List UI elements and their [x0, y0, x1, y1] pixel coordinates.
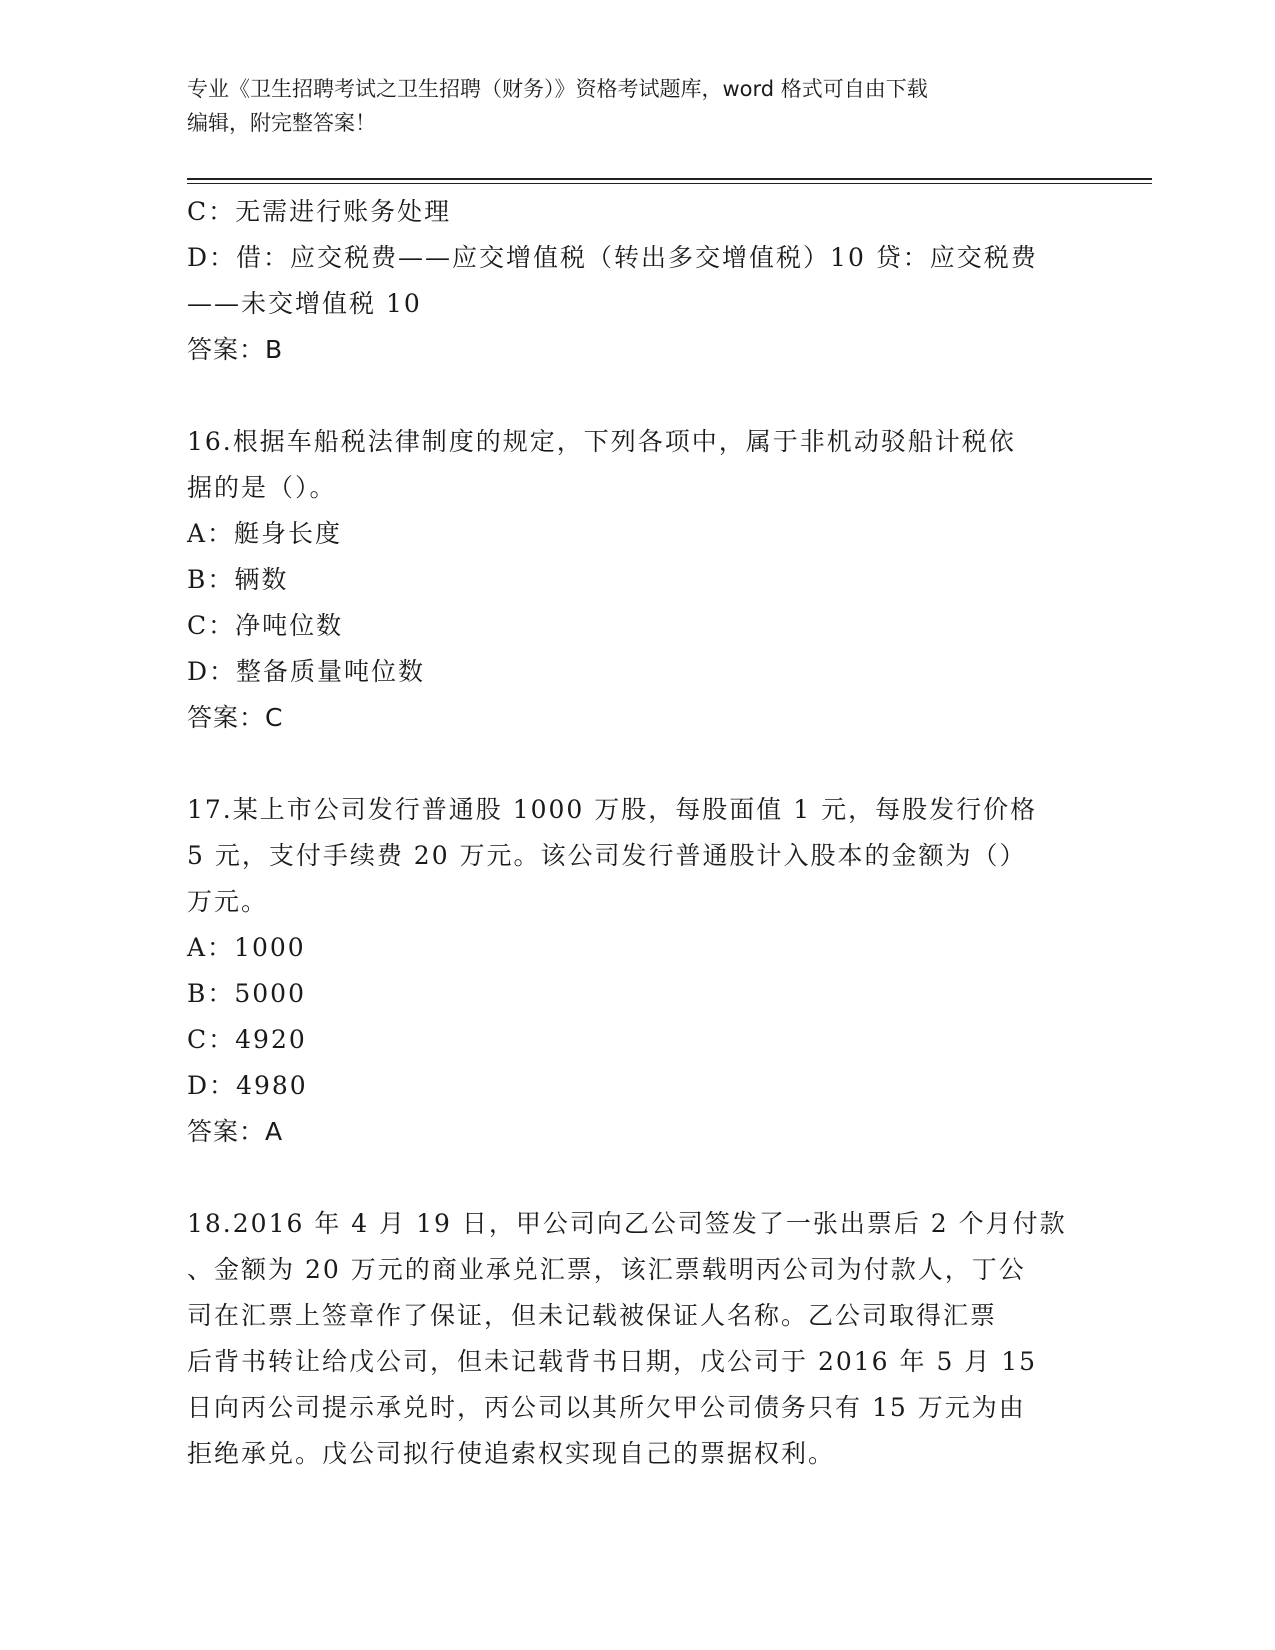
question-text-line-6: 拒绝承兑。戊公司拟行使追索权实现自己的票据权利。 — [187, 1439, 836, 1468]
option-d: D：4980 — [187, 1071, 308, 1100]
question-text-line-2: 、金额为 20 万元的商业承兑汇票，该汇票载明丙公司为付款人，丁公 — [187, 1255, 1026, 1284]
option-b: B：5000 — [187, 979, 306, 1008]
header-line-2: 编辑，附完整答案！ — [187, 111, 376, 135]
page-header — [187, 72, 1067, 140]
spacer — [187, 1155, 1072, 1201]
option-c: C：净吨位数 — [187, 611, 344, 640]
spacer — [187, 373, 1072, 419]
question-text-line-2: 据的是（）。 — [187, 473, 337, 502]
question-text-line-1: 18.2016 年 4 月 19 日，甲公司向乙公司签发了一张出票后 2 个月付款 — [187, 1209, 1067, 1238]
question-16 — [187, 419, 1072, 741]
option-a: A：艇身长度 — [187, 519, 343, 548]
answer: 答案：A — [187, 1117, 284, 1146]
question-text-line-5: 日向丙公司提示承兑时，丙公司以其所欠甲公司债务只有 15 万元为由 — [187, 1393, 1026, 1422]
question-text-line-2: 5 元，支付手续费 20 万元。该公司发行普通股计入股本的金额为（） — [187, 841, 1027, 870]
option-d: D：整备质量吨位数 — [187, 657, 426, 686]
question-text-line-4: 后背书转让给戊公司，但未记载背书日期，戊公司于 2016 年 5 月 15 — [187, 1347, 1038, 1376]
option-d-line-1: D：借：应交税费——应交增值税（转出多交增值税）10 贷：应交税费 — [187, 243, 1038, 272]
header-rule-thick — [187, 178, 1152, 180]
answer: 答案：C — [187, 703, 284, 732]
question-text-line-1: 16.根据车船税法律制度的规定，下列各项中，属于非机动驳船计税依 — [187, 427, 1016, 456]
question-17 — [187, 787, 1072, 1155]
header-line-1: 专业《卫生招聘考试之卫生招聘（财务）》资格考试题库，word 格式可自由下载 — [187, 77, 928, 101]
option-b: B：辆数 — [187, 565, 289, 594]
option-d-line-2: ——未交增值税 10 — [187, 289, 422, 318]
header-rule-thin — [187, 183, 1152, 184]
question-text-line-3: 万元。 — [187, 887, 269, 916]
question-text-line-3: 司在汇票上签章作了保证，但未记载被保证人名称。乙公司取得汇票 — [187, 1301, 998, 1330]
question-18 — [187, 1201, 1072, 1477]
option-c: C：无需进行账务处理 — [187, 197, 452, 226]
question-text-line-1: 17.某上市公司发行普通股 1000 万股，每股面值 1 元，每股发行价格 — [187, 795, 1038, 824]
spacer — [187, 741, 1072, 787]
option-a: A：1000 — [187, 933, 306, 962]
previous-question — [187, 189, 1072, 373]
option-c: C：4920 — [187, 1025, 307, 1054]
document-body — [187, 189, 1072, 1477]
answer: 答案：B — [187, 335, 284, 364]
